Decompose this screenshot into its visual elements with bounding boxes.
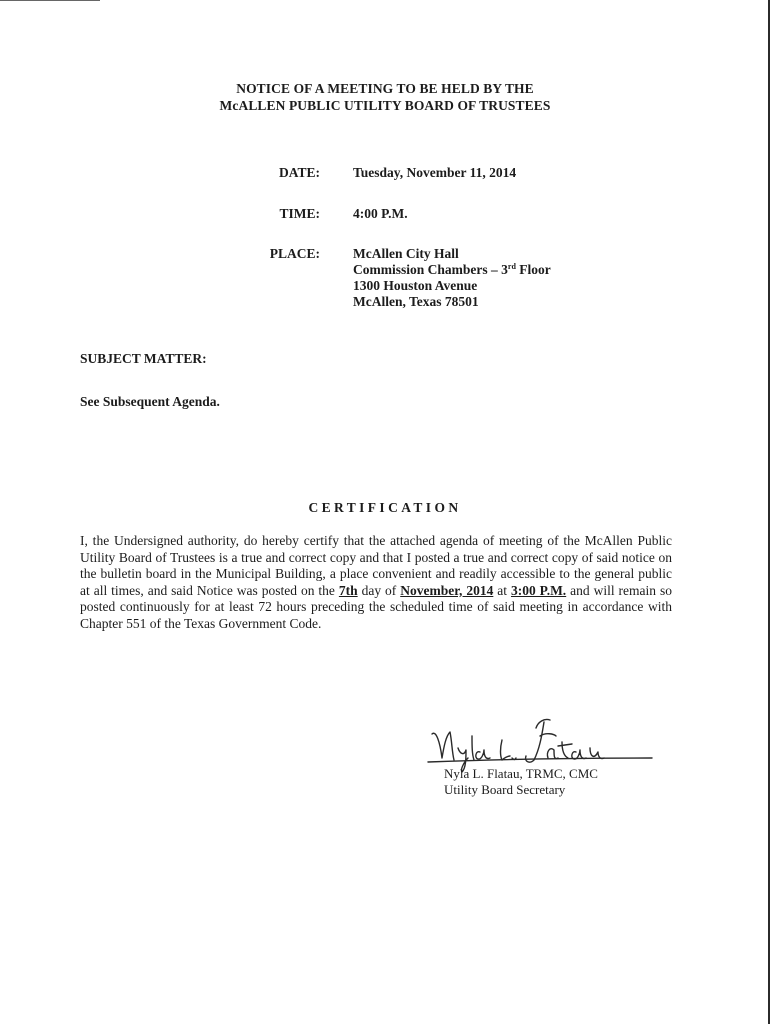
date-value: Tuesday, November 11, 2014 — [353, 165, 517, 180]
signer-name-title: Nyla L. Flatau, TRMC, CMC — [444, 766, 598, 781]
posted-day: 7th — [338, 582, 358, 598]
date-label: DATE: — [278, 165, 320, 180]
cert-text-3: at — [493, 582, 511, 598]
place-line-2-pre: Commission Chambers – 3 — [353, 262, 508, 277]
place-label: PLACE: — [269, 246, 320, 261]
posted-time: 3:00 P.M. — [510, 582, 567, 598]
posted-month: November, 2014 — [400, 582, 494, 598]
place-line-3: 1300 Houston Avenue — [353, 278, 478, 293]
place-line-1: McAllen City Hall — [353, 246, 459, 261]
place-line-2-sup: rd — [507, 262, 516, 271]
place-address — [353, 246, 551, 310]
subject-text: See Subsequent Agenda. — [80, 394, 220, 409]
signature-graphic — [420, 712, 660, 774]
notice-title-line2: McALLEN PUBLIC UTILITY BOARD OF TRUSTEES — [219, 98, 551, 113]
subject-heading: SUBJECT MATTER: — [80, 351, 207, 366]
notice-title-line1: NOTICE OF A MEETING TO BE HELD BY THE — [236, 81, 534, 96]
place-line-2-post: Floor — [515, 262, 551, 277]
cert-text-2: day of — [357, 582, 401, 598]
certification-body — [80, 533, 672, 632]
time-value: 4:00 P.M. — [353, 206, 408, 221]
cert-text-4: and will remain so posted continuously for at least 72 hours preceding the scheduled time of said meeting in accordance with Chapter 551 of the Texas Government Code. — [80, 582, 672, 631]
signer-role: Utility Board Secretary — [444, 782, 566, 797]
certification-title: CERTIFICATION — [308, 500, 462, 515]
cert-text-1: I, the Undersigned authority, do hereby certify that the attached agenda of meeting of the McAllen Public Utility Board of Trustees is a true and correct copy and that I posted a true and correct copy of said notice on the bulletin board in the Municipal Building, a place convenient and readily accessible to the general public at all times, and said Notice was posted on the — [80, 533, 672, 598]
place-line-4: McAllen, Texas 78501 — [353, 294, 479, 309]
scan-artifact-top — [0, 0, 100, 1]
time-label: TIME: — [279, 206, 320, 221]
place-line-2 — [353, 262, 551, 278]
